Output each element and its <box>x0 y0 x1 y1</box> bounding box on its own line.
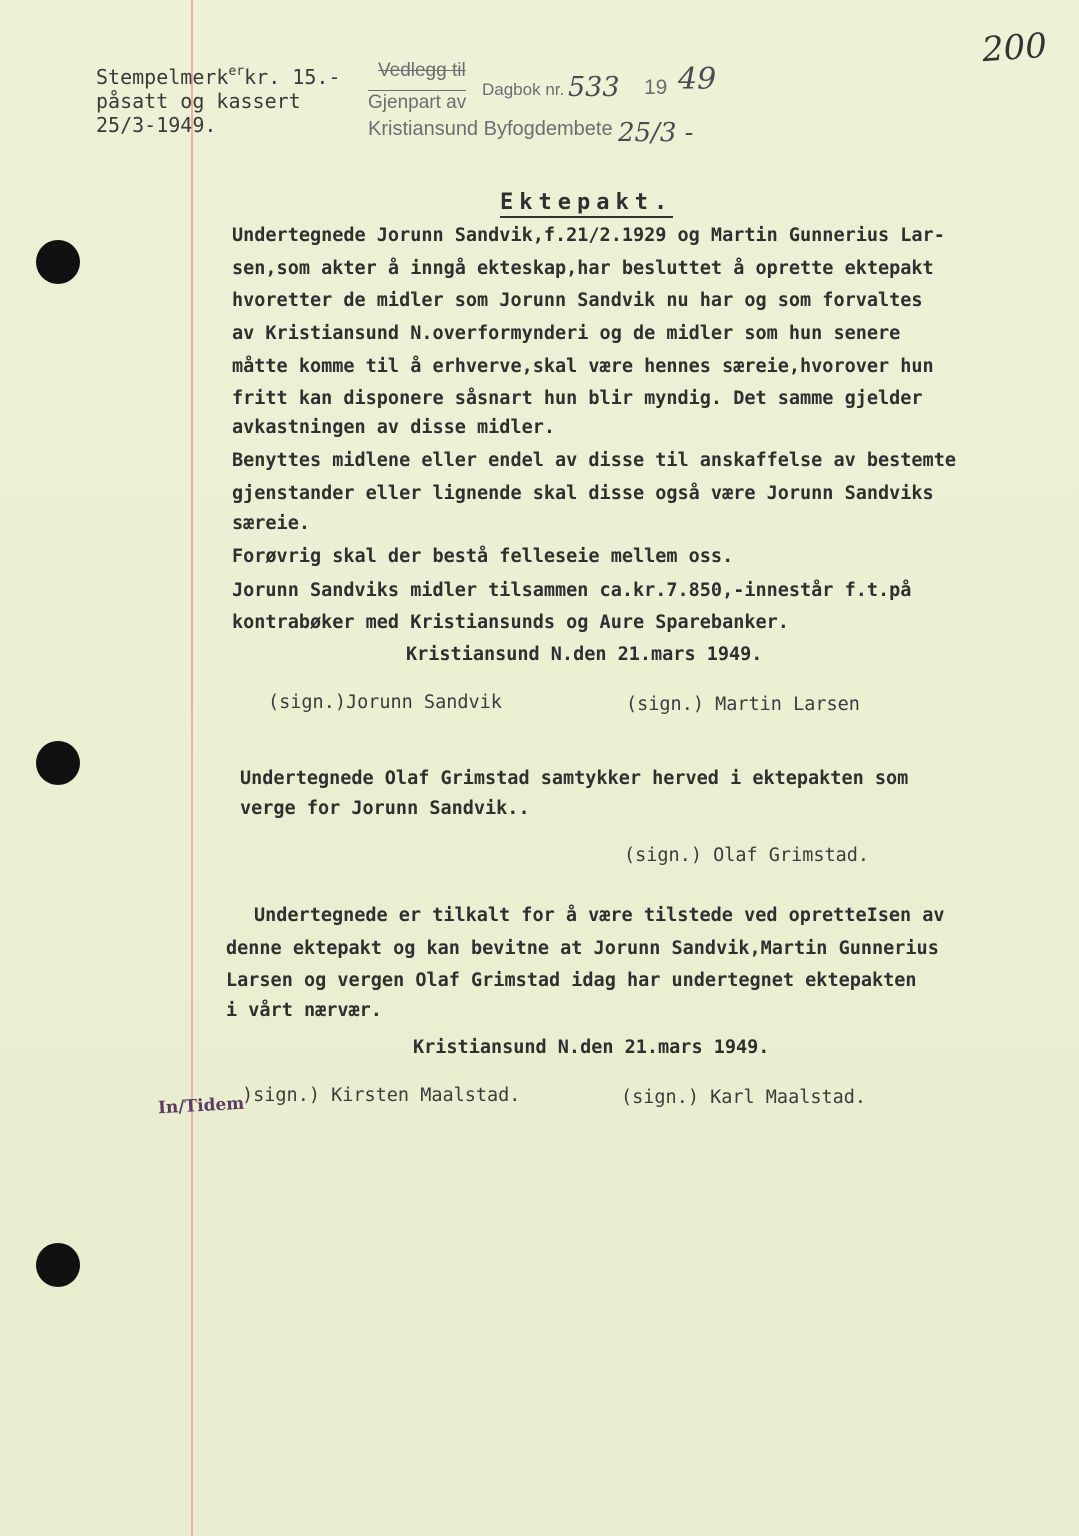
punch-hole <box>36 240 80 284</box>
signature-karl: (sign.) Karl Maalstad. <box>621 1087 867 1108</box>
stamp-office: Kristiansund Byfogdembete <box>368 118 613 140</box>
stamp-vedlegg: Vedlegg til <box>378 60 466 81</box>
place-date: Kristiansund N.den 21.mars 1949. <box>413 1037 770 1058</box>
place-date: Kristiansund N.den 21.mars 1949. <box>406 644 763 665</box>
body-line: Undertegnede Jorunn Sandvik,f.21/2.1929 og Martin Gunnerius Lar- <box>232 225 945 246</box>
stamp-duty-note: Stempelmerk$^{er}$kr. 15.- påsatt og kassert 25/3-1949. <box>96 64 341 137</box>
body-line: Larsen og vergen Olaf Grimstad idag har undertegnet ektepakten <box>226 970 917 991</box>
body-line: i vårt nærvær. <box>226 1000 382 1021</box>
signature-jorunn: (sign.)Jorunn Sandvik <box>268 692 502 713</box>
body-line: av Kristiansund N.overformynderi og de midler som hun senere <box>232 323 901 344</box>
body-line: hvoretter de midler som Jorunn Sandvik nu har og som forvaltes <box>232 290 923 311</box>
stamp-gjenpart: Gjenpart av <box>368 92 467 113</box>
body-line: sen,som akter å inngå ekteskap,har besluttet å oprette ektepakt <box>232 258 934 279</box>
body-line: verge for Jorunn Sandvik.. <box>240 798 530 819</box>
body-line: særeie. <box>232 513 310 534</box>
margin-rule <box>191 0 193 1536</box>
page-number: 200 <box>980 25 1049 71</box>
registration-initials: In/Tidem <box>157 1093 245 1119</box>
body-line: Undertegnede Olaf Grimstad samtykker herved i ektepakten som <box>240 768 909 789</box>
punch-hole <box>36 741 80 785</box>
body-line: fritt kan disponere såsnart hun blir myndig. Det samme gjelder <box>232 388 923 409</box>
body-line: denne ektepakt og kan bevitne at Jorunn Sandvik,Martin Gunnerius <box>226 938 939 959</box>
dagbok-number: 533 <box>568 72 620 103</box>
body-line: Undertegnede er tilkalt for å være tilstede ved opretteIsen av <box>254 905 945 926</box>
body-line: Jorunn Sandviks midler tilsammen ca.kr.7.850,-innestår f.t.på <box>232 580 912 601</box>
body-line: gjenstander eller lignende skal disse også være Jorunn Sandviks <box>232 483 934 504</box>
stamp-date-handwritten: 25/3 - <box>618 118 694 148</box>
body-line: avkastningen av disse midler. <box>232 417 556 438</box>
body-line: måtte komme til å erhverve,skal være hennes særeie,hvorover hun <box>232 356 934 377</box>
body-line: Benyttes midlene eller endel av disse til anskaffelse av bestemte <box>232 450 956 471</box>
document-title: Ektepakt. <box>500 190 673 218</box>
punch-hole <box>36 1243 80 1287</box>
stamp-dagbok-label: Dagbok nr. <box>482 80 565 99</box>
stamp-year-printed: 19 <box>644 76 668 99</box>
signature-olaf: (sign.) Olaf Grimstad. <box>624 845 870 866</box>
signature-kirsten: )sign.) Kirsten Maalstad. <box>242 1085 521 1106</box>
signature-martin: (sign.) Martin Larsen <box>626 694 860 715</box>
body-line: Forøvrig skal der bestå felleseie mellem oss. <box>232 546 734 567</box>
stamp-year-handwritten: 49 <box>678 62 717 97</box>
body-line: kontrabøker med Kristiansunds og Aure Sparebanker. <box>232 612 789 633</box>
